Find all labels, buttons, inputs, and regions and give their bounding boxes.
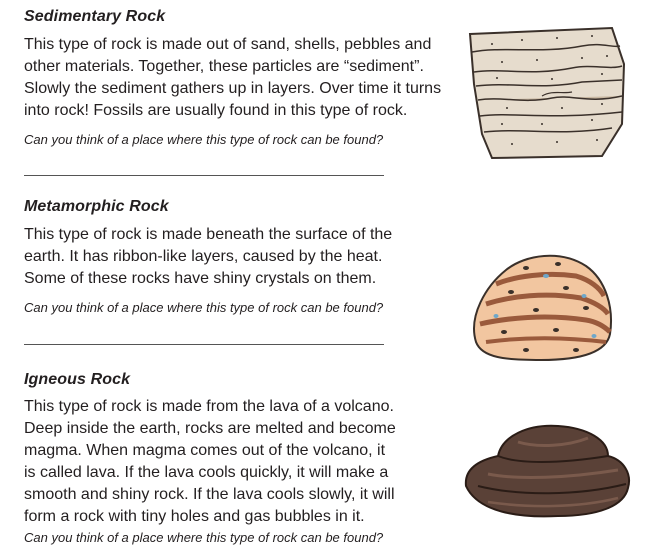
paragraph-line: This type of rock is made from the lava of a volcano. xyxy=(24,398,394,415)
igneous-heading: Igneous Rock xyxy=(24,371,131,388)
paragraph-line: is called lava. If the lava cools quickly, it will make a xyxy=(24,464,389,481)
paragraph-line: other materials. Together, these particles are “sediment”. xyxy=(24,58,424,75)
paragraph-line: smooth and shiny rock. If the lava cools slowly, it will xyxy=(24,486,395,503)
paragraph-line: Deep inside the earth, rocks are melted and become xyxy=(24,420,396,437)
paragraph-line: magma. When magma comes out of the volcano, it xyxy=(24,442,386,459)
paragraph-line: This type of rock is made beneath the surface of the xyxy=(24,226,393,243)
paragraph-line: form a rock with tiny holes and gas bubbles in it. xyxy=(24,508,365,525)
paragraph-line: Slowly the sediment gathers up in layers. Over time it turns xyxy=(24,80,442,97)
metamorphic-answer-line[interactable] xyxy=(24,344,384,345)
metamorphic-rock-image xyxy=(466,246,616,364)
paragraph-line: Some of these rocks have shiny crystals on them. xyxy=(24,270,377,287)
igneous-paragraph xyxy=(24,396,396,528)
metamorphic-paragraph xyxy=(24,224,392,290)
igneous-rock-image xyxy=(458,412,638,522)
igneous-question: Can you think of a place where this type of rock can be found? xyxy=(24,530,384,545)
sedimentary-rock-image xyxy=(462,24,632,164)
paragraph-line: This type of rock is made out of sand, shells, pebbles and xyxy=(24,36,432,53)
metamorphic-question: Can you think of a place where this type of rock can be found? xyxy=(24,300,384,315)
sedimentary-answer-line[interactable] xyxy=(24,175,384,176)
sedimentary-paragraph xyxy=(24,34,441,122)
paragraph-line: into rock! Fossils are usually found in this type of rock. xyxy=(24,102,408,119)
sedimentary-question: Can you think of a place where this type of rock can be found? xyxy=(24,132,384,147)
metamorphic-heading: Metamorphic Rock xyxy=(24,198,169,215)
sedimentary-heading: Sedimentary Rock xyxy=(24,8,166,25)
paragraph-line: earth. It has ribbon-like layers, caused by the heat. xyxy=(24,248,383,265)
